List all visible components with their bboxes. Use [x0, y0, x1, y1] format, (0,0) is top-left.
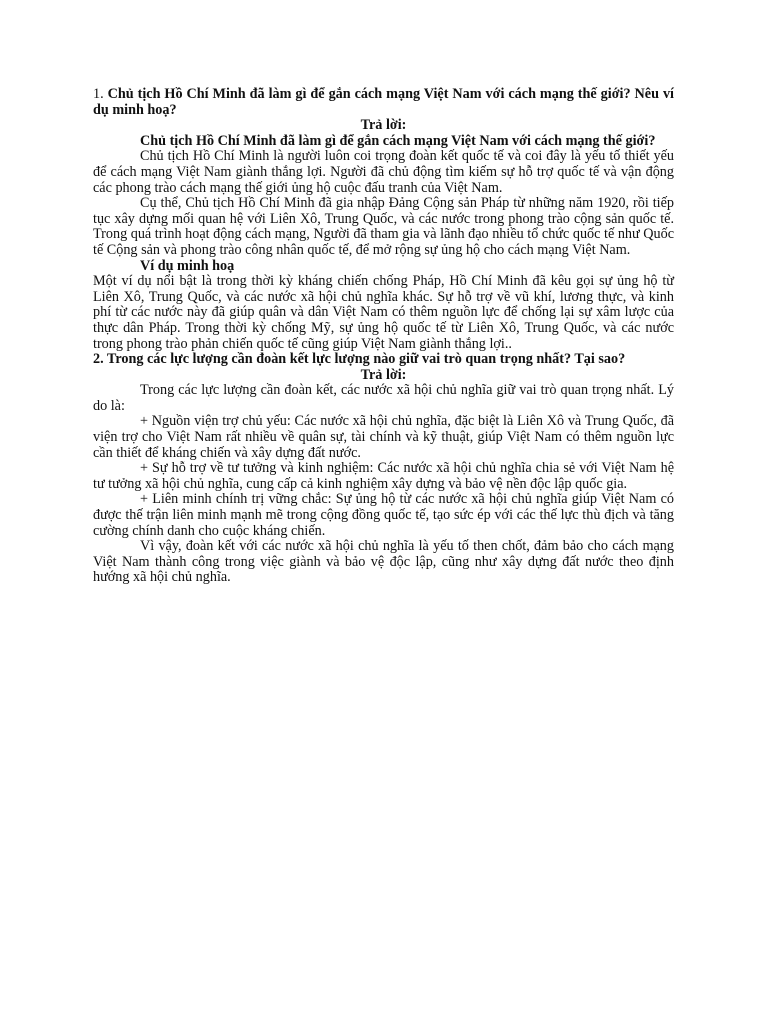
answer-1-paragraph: Chủ tịch Hồ Chí Minh là người luôn coi trọng đoàn kết quốc tế và coi đây là yếu tố thiết yếu để cách mạng Việt Nam giành thắng lợi. Người đã chủ động tìm kiếm sự hỗ trợ quốc tế và vận động các phong trào cách mạng thế giới ủng hộ cuộc đấu tranh của Việt Nam.	[93, 148, 674, 196]
answer-2-conclusion: Vì vậy, đoàn kết với các nước xã hội chủ nghĩa là yếu tố then chốt, đảm bảo cho cách mạng Việt Nam thành công trong việc giành và bảo vệ độc lập, cũng như xây dựng đất nước theo định hướng xã hội chủ nghĩa.	[93, 538, 674, 586]
question-2: 2. Trong các lực lượng cần đoàn kết lực lượng nào giữ vai trò quan trọng nhất? Tại sao?	[93, 351, 626, 368]
question-1	[93, 87, 674, 118]
answer-1-paragraph: Cụ thể, Chủ tịch Hồ Chí Minh đã gia nhập Đảng Cộng sản Pháp từ những năm 1920, rồi tiếp tục xây dựng mối quan hệ với Liên Xô, Trung Quốc, và các nước trong phong trào cộng sản quốc tế. Trong quá trình hoạt động cách mạng, Người đã tham gia và lãnh đạo nhiều tổ chức quốc tế như Quốc tế Cộng sản và phong trào công nhân quốc tế, để mở rộng sự ủng hộ cho cách mạng Việt Nam.	[93, 195, 674, 258]
example-paragraph: Một ví dụ nổi bật là trong thời kỳ kháng chiến chống Pháp, Hồ Chí Minh đã kêu gọi sự ủng hộ từ Liên Xô, Trung Quốc, và các nước xã hội chủ nghĩa khác. Sự hỗ trợ về vũ khí, lương thực, và kinh phí từ các nước này đã giúp quân và dân Việt Nam có thêm nguồn lực để chống lại sự xâm lược của thực dân Pháp. Trong thời kỳ chống Mỹ, sự ủng hộ quốc tế từ Liên Xô, Trung Quốc, và các nước trong phong trào phản chiến quốc tế cũng giúp Việt Nam giành thắng lợi..	[93, 273, 674, 352]
question-1-text: Chủ tịch Hồ Chí Minh đã làm gì để gắn cách mạng Việt Nam với cách mạng thế giới? Nêu ví dụ minh hoạ?	[93, 86, 674, 118]
reason-item: + Nguồn viện trợ chủ yếu: Các nước xã hội chủ nghĩa, đặc biệt là Liên Xô và Trung Quốc, đã viện trợ cho Việt Nam rất nhiều về quân sự, tài chính và kỹ thuật, giúp Việt Nam có thêm nguồn lực cần thiết để kháng chiến và xây dựng đất nước.	[93, 413, 674, 461]
answer-label-2: Trả lời:	[360, 366, 407, 383]
document-page	[93, 87, 674, 586]
answer-label-1: Trả lời:	[360, 117, 407, 134]
question-1-number: 1.	[93, 86, 108, 102]
example-heading: Ví dụ minh hoạ	[140, 257, 235, 274]
answer-1-subheading: Chủ tịch Hồ Chí Minh đã làm gì để gắn cách mạng Việt Nam với cách mạng thế giới?	[140, 132, 656, 149]
reason-item: + Sự hỗ trợ về tư tưởng và kinh nghiệm: Các nước xã hội chủ nghĩa chia sẻ với Việt Nam hệ tư tưởng xã hội chủ nghĩa, cung cấp cả kinh nghiệm xây dựng và bảo vệ nền độc lập quốc gia.	[93, 460, 674, 492]
reason-item: + Liên minh chính trị vững chắc: Sự ủng hộ từ các nước xã hội chủ nghĩa giúp Việt Nam có được thế trận liên minh mạnh mẽ trong cộng đồng quốc tế, tạo sức ép với các thế lực thù địch và tăng cường chính danh cho cuộc kháng chiến.	[93, 491, 674, 539]
answer-2-intro: Trong các lực lượng cần đoàn kết, các nước xã hội chủ nghĩa giữ vai trò quan trọng nhất. Lý do là:	[93, 382, 674, 414]
